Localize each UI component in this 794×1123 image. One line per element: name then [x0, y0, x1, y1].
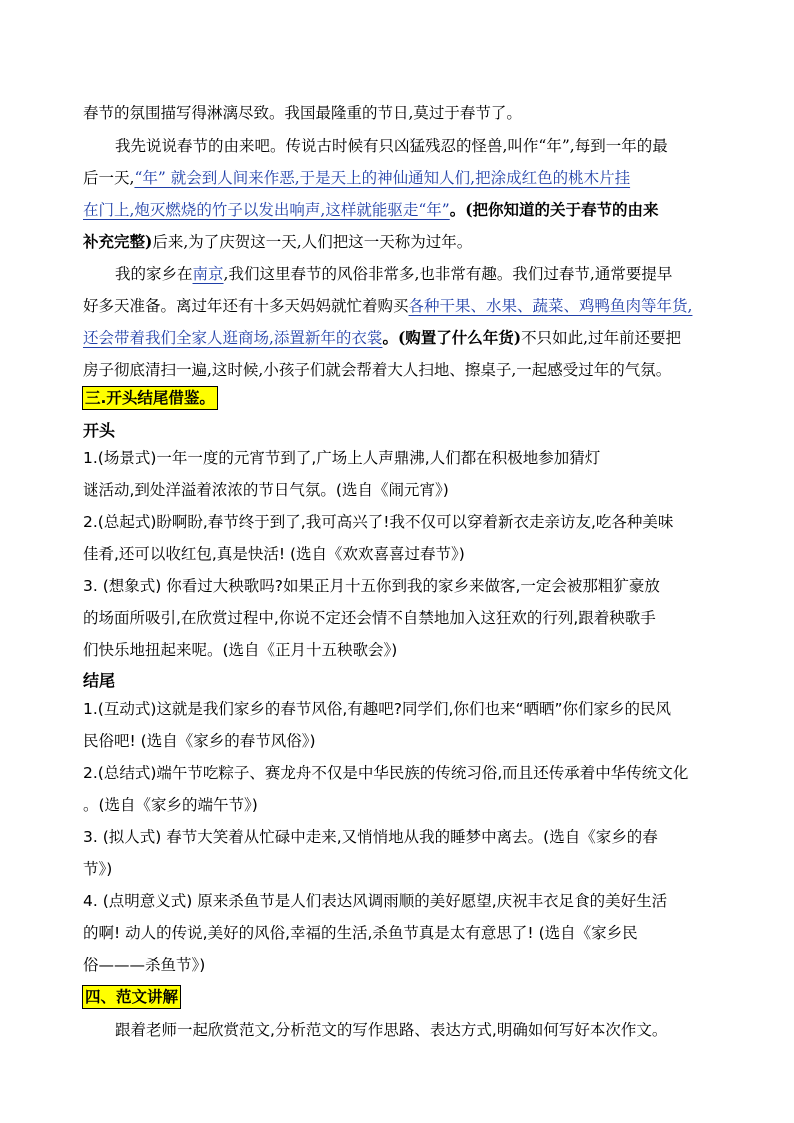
opening-line-6: 的场面所吸引,在欣赏过程中,你说不定还会情不自禁地加入这狂欢的行列,跟着秧歌手 — [83, 609, 656, 627]
ending-title: 结尾 — [83, 671, 116, 690]
opening-line-3: 2.(总起式)盼啊盼,春节终于到了,我可高兴了!我不仅可以穿着新衣走亲访友,吃各种美味 — [83, 513, 674, 531]
ending-line-3: 2.(总结式)端午节吃粽子、赛龙舟不仅是中华民族的传统习俗,而且还传承着中华传统文化 — [83, 764, 689, 782]
opening-line-1: 1.(场景式)一年一度的元宵节到了,广场上人声鼎沸,人们都在积极地参加猜灯 — [83, 449, 601, 467]
para3-line1 — [115, 264, 672, 284]
para2-line2-prefix: 后一天, — [83, 169, 135, 187]
filled-answer-origin-2: 在门上,炮灭燃烧的竹子以发出响声,这样就能驱走“年” — [83, 201, 450, 219]
para1-line1: 春节的氛围描写得淋漓尽致。我国最隆重的节日,莫过于春节了。 — [83, 104, 522, 122]
ending-line-7: 4. (点明意义式) 原来杀鱼节是人们表达风调雨顺的美好愿望,庆祝丰衣足食的美好生活 — [83, 892, 668, 910]
ending-line-5: 3. (拟人式) 春节大笑着从忙碌中走来,又悄悄地从我的睡梦中离去。(选自《家乡的春 — [83, 828, 658, 846]
prompt-origin: 。(把你知道的关于春节的由来 — [449, 200, 659, 219]
section3-heading-wrap — [82, 386, 218, 410]
ending-line-1: 1.(互动式)这就是我们家乡的春节风俗,有趣吧?同学们,你们也来“晒晒”你们家乡的民风 — [83, 700, 672, 718]
opening-line-5: 3. (想象式) 你看过大秧歌吗?如果正月十五你到我的家乡来做客,一定会被那粗犷豪放 — [83, 577, 660, 595]
para3-line1-prefix: 我的家乡在 — [115, 265, 193, 283]
opening-line-2: 谜活动,到处洋溢着浓浓的节日气氛。(选自《闹元宵》) — [83, 481, 449, 499]
section3-heading: 三.开头结尾借鉴。 — [82, 386, 218, 410]
ending-line-2: 民俗吧! (选自《家乡的春节风俗》) — [83, 732, 316, 750]
para3-line2-text: 好多天准备。离过年还有十多天妈妈就忙着购买 — [83, 297, 409, 315]
section4-heading: 四、范文讲解 — [82, 985, 181, 1009]
para2-line1: 我先说说春节的由来吧。传说古时候有只凶猛残忍的怪兽,叫作“年”,每到一年的最 — [115, 137, 668, 155]
prompt-origin-end: 补充完整) — [83, 232, 153, 251]
opening-line-4: 佳肴,还可以收红包,真是快活! (选自《欢欢喜喜过春节》) — [83, 545, 465, 563]
filled-answer-goods-2: 还会带着我们全家人逛商场,添置新年的衣裳 — [83, 329, 383, 347]
prompt-goods: 。(购置了什么年货) — [382, 328, 522, 347]
para2-line2 — [83, 168, 630, 188]
section4-heading-wrap — [82, 985, 181, 1009]
para3-line3-rest: 不只如此,过年前还要把 — [521, 329, 682, 347]
filled-answer-goods-1: 各种干果、水果、蔬菜、鸡鸭鱼肉等年货, — [408, 297, 693, 315]
filled-answer-origin-1: “年” 就会到人间来作恶,于是天上的神仙通知人们,把涂成红色的桃木片挂 — [134, 169, 631, 187]
para2-line4-text: 后来,为了庆贺这一天,人们把这一天称为过年。 — [152, 233, 473, 251]
ending-line-4: 。(选自《家乡的端午节》) — [83, 796, 258, 814]
para3-line1-rest: ,我们这里春节的风俗非常多,也非常有趣。我们过春节,通常要提早 — [223, 265, 673, 283]
para2-line4 — [83, 232, 472, 252]
para3-line4: 房子彻底清扫一遍,这时候,小孩子们就会帮着大人扫地、擦桌子,一起感受过年的气氛。 — [83, 361, 672, 379]
ending-line-6: 节》) — [83, 860, 113, 878]
para2-line3 — [83, 200, 659, 220]
para3-line3 — [83, 328, 681, 348]
para3-line2 — [83, 296, 692, 316]
opening-title: 开头 — [83, 421, 116, 440]
section4-text: 跟着老师一起欣赏范文,分析范文的写作思路、表达方式,明确如何写好本次作文。 — [115, 1021, 668, 1039]
opening-line-7: 们快乐地扭起来呢。(选自《正月十五秧歌会》) — [83, 641, 398, 659]
ending-line-8: 的啊! 动人的传说,美好的风俗,幸福的生活,杀鱼节真是太有意思了! (选自《家乡民 — [83, 924, 638, 942]
filled-answer-hometown: 南京 — [192, 265, 224, 283]
ending-line-9: 俗———杀鱼节》) — [83, 956, 206, 974]
